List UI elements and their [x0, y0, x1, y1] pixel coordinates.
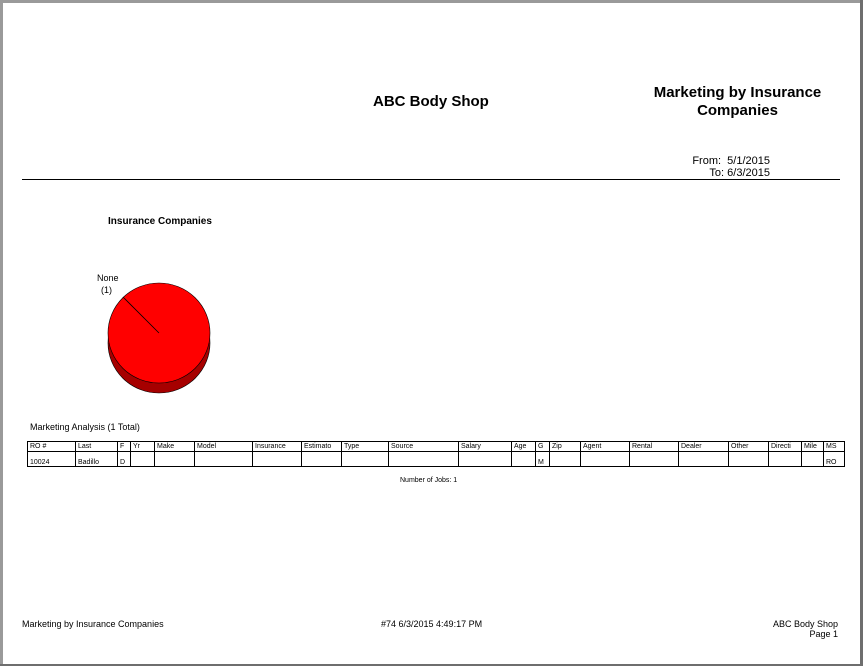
report-title: Marketing by Insurance Companies [653, 84, 822, 119]
column-header: Salary [459, 442, 512, 452]
marketing-analysis-table [27, 441, 845, 467]
column-header: Agent [581, 442, 630, 452]
table-cell: Badillo [76, 452, 118, 467]
from-row [660, 155, 770, 167]
to-date: 6/3/2015 [727, 167, 770, 179]
column-header: Other [729, 442, 769, 452]
table-cell [302, 452, 342, 467]
table-body [28, 452, 845, 467]
table-cell: 10024 [28, 452, 76, 467]
date-range [660, 155, 770, 179]
footer-print-stamp: #74 6/3/2015 4:49:17 PM [381, 619, 483, 629]
column-header: Rental [630, 442, 679, 452]
column-header: Directi [769, 442, 802, 452]
table-cell [729, 452, 769, 467]
table-cell [253, 452, 302, 467]
from-date: 5/1/2015 [727, 155, 770, 167]
column-header: RO # [28, 442, 76, 452]
to-row [660, 167, 770, 179]
window-border-top [0, 0, 863, 3]
table-cell [389, 452, 459, 467]
analysis-title: Marketing Analysis (1 Total) [30, 422, 140, 432]
column-header: Mile [802, 442, 824, 452]
column-header: Make [155, 442, 195, 452]
column-header: Insurance [253, 442, 302, 452]
table-cell [769, 452, 802, 467]
table-cell [802, 452, 824, 467]
column-header: Last [76, 442, 118, 452]
from-label: From: [692, 155, 722, 167]
pie-slice-label-count: (1) [101, 285, 112, 295]
table-cell [155, 452, 195, 467]
column-header: MS [824, 442, 845, 452]
to-label: To: [709, 167, 725, 179]
table-cell [581, 452, 630, 467]
column-header: Age [512, 442, 536, 452]
column-header: Source [389, 442, 459, 452]
column-header: Estimato [302, 442, 342, 452]
footer-right [740, 619, 838, 639]
footer-page-number: Page 1 [809, 629, 838, 639]
footer-report-name: Marketing by Insurance Companies [22, 619, 164, 629]
pie-slice-label-name: None [97, 273, 119, 283]
column-header: Yr [131, 442, 155, 452]
column-header: Model [195, 442, 253, 452]
table-cell: D [118, 452, 131, 467]
number-of-jobs: Number of Jobs: 1 [400, 477, 458, 484]
column-header: Zip [550, 442, 581, 452]
table-cell [512, 452, 536, 467]
chart-title: Insurance Companies [108, 216, 212, 227]
table-cell [459, 452, 512, 467]
header-divider [22, 179, 840, 180]
table-row [28, 452, 845, 467]
table-cell [679, 452, 729, 467]
table-cell [630, 452, 679, 467]
column-header: F [118, 442, 131, 452]
table-cell: M [536, 452, 550, 467]
table-cell [195, 452, 253, 467]
column-header: Dealer [679, 442, 729, 452]
footer-company: ABC Body Shop [772, 619, 838, 629]
table-cell [550, 452, 581, 467]
company-name: ABC Body Shop [373, 93, 489, 110]
table-header-row [28, 442, 845, 452]
table-cell: RO [824, 452, 845, 467]
table-cell [131, 452, 155, 467]
column-header: G [536, 442, 550, 452]
column-header: Type [342, 442, 389, 452]
table-cell [342, 452, 389, 467]
window-border-left [0, 0, 3, 666]
